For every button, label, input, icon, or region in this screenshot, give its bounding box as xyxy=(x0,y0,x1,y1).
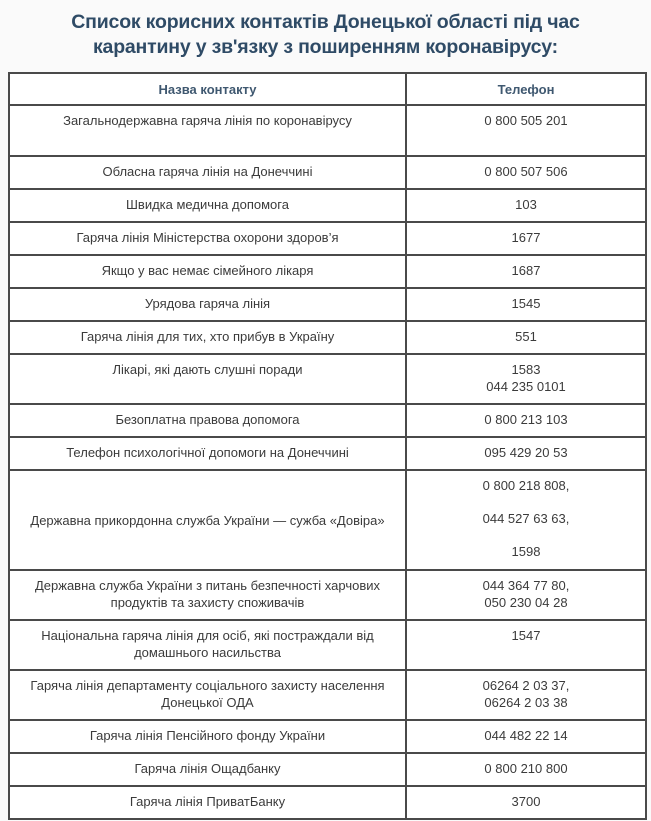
table-row xyxy=(9,105,646,156)
contact-name: Загальнодержавна гаряча лінія по коронавірусу xyxy=(9,105,406,156)
phone-number: 044 235 0101 xyxy=(486,379,566,394)
phone-number: 0 800 213 103 xyxy=(484,412,568,427)
contact-phone xyxy=(406,255,646,288)
contact-phone xyxy=(406,156,646,189)
phone-number: 551 xyxy=(515,329,537,344)
contact-name: Гаряча лінія департаменту соціального захисту населення Донецької ОДА xyxy=(9,670,406,720)
contact-name: Державна служба України з питань безпечності харчових продуктів та захисту споживачів xyxy=(9,570,406,620)
contact-phone xyxy=(406,570,646,620)
contact-phone xyxy=(406,404,646,437)
table-row xyxy=(9,288,646,321)
title-line-1: Список корисних контактів Донецької області під час xyxy=(71,11,580,33)
title-line-2: карантину у зв'язку з поширенням коронавірусу: xyxy=(93,36,558,58)
contact-name: Обласна гаряча лінія на Донеччині xyxy=(9,156,406,189)
table-row xyxy=(9,670,646,720)
table-row xyxy=(9,354,646,404)
phone-number: 0 800 507 506 xyxy=(484,164,568,179)
contact-name: Телефон психологічної допомоги на Донеччині xyxy=(9,437,406,470)
contact-phone xyxy=(406,720,646,753)
contact-name: Гаряча лінія для тих, хто прибув в Україну xyxy=(9,321,406,354)
table-row xyxy=(9,620,646,670)
table-row xyxy=(9,321,646,354)
phone-number: 044 482 22 14 xyxy=(484,728,568,743)
contact-phone xyxy=(406,786,646,819)
phone-number: 3700 xyxy=(511,794,541,809)
phone-number: 1547 xyxy=(511,628,541,643)
column-header-name: Назва контакту xyxy=(9,73,406,105)
table-row xyxy=(9,570,646,620)
line-gap xyxy=(415,527,637,543)
phone-number: 06264 2 03 37, xyxy=(482,678,570,693)
table-row xyxy=(9,470,646,570)
table-row xyxy=(9,720,646,753)
phone-number: 095 429 20 53 xyxy=(484,445,568,460)
contact-phone xyxy=(406,620,646,670)
contact-name: Гаряча лінія Пенсійного фонду України xyxy=(9,720,406,753)
contact-phone xyxy=(406,753,646,786)
phone-number: 1677 xyxy=(511,230,541,245)
contact-name: Національна гаряча лінія для осіб, які постраждали від домашнього насильства xyxy=(9,620,406,670)
page-title xyxy=(0,10,651,60)
contact-name: Лікарі, які дають слушні поради xyxy=(9,354,406,404)
table-row xyxy=(9,189,646,222)
contact-name: Гаряча лінія Міністерства охорони здоров’я xyxy=(9,222,406,255)
table-header-row xyxy=(9,73,646,105)
contact-name: Гаряча лінія Ощадбанку xyxy=(9,753,406,786)
phone-number: 1687 xyxy=(511,263,541,278)
table-row xyxy=(9,156,646,189)
contact-phone xyxy=(406,470,646,570)
phone-number: 0 800 218 808, xyxy=(482,478,570,493)
contact-phone xyxy=(406,321,646,354)
contact-phone xyxy=(406,189,646,222)
phone-number: 0 800 210 800 xyxy=(484,761,568,776)
phone-number: 103 xyxy=(515,197,537,212)
contact-phone xyxy=(406,105,646,156)
contact-name: Безоплатна правова допомога xyxy=(9,404,406,437)
phone-number: 1545 xyxy=(511,296,541,311)
contact-name: Швидка медична допомога xyxy=(9,189,406,222)
contact-name: Якщо у вас немає сімейного лікаря xyxy=(9,255,406,288)
phone-number: 044 364 77 80, xyxy=(482,578,570,593)
table-row xyxy=(9,404,646,437)
contact-phone xyxy=(406,288,646,321)
table-row xyxy=(9,255,646,288)
contact-phone xyxy=(406,437,646,470)
column-header-phone: Телефон xyxy=(406,73,646,105)
contact-phone xyxy=(406,354,646,404)
contact-phone xyxy=(406,222,646,255)
table-row xyxy=(9,222,646,255)
contact-name: Державна прикордонна служба України — сужба «Довіра» xyxy=(9,470,406,570)
contacts-table xyxy=(8,72,647,820)
phone-number: 1583 xyxy=(511,362,541,377)
phone-number: 06264 2 03 38 xyxy=(484,695,568,710)
phone-number: 050 230 04 28 xyxy=(484,595,568,610)
contact-phone xyxy=(406,670,646,720)
contact-name: Урядова гаряча лінія xyxy=(9,288,406,321)
phone-number: 0 800 505 201 xyxy=(484,113,568,128)
contact-name: Гаряча лінія ПриватБанку xyxy=(9,786,406,819)
table-row xyxy=(9,753,646,786)
line-gap xyxy=(415,494,637,510)
phone-number: 1598 xyxy=(511,544,541,559)
table-row xyxy=(9,786,646,819)
table-row xyxy=(9,437,646,470)
phone-number: 044 527 63 63, xyxy=(482,511,570,526)
